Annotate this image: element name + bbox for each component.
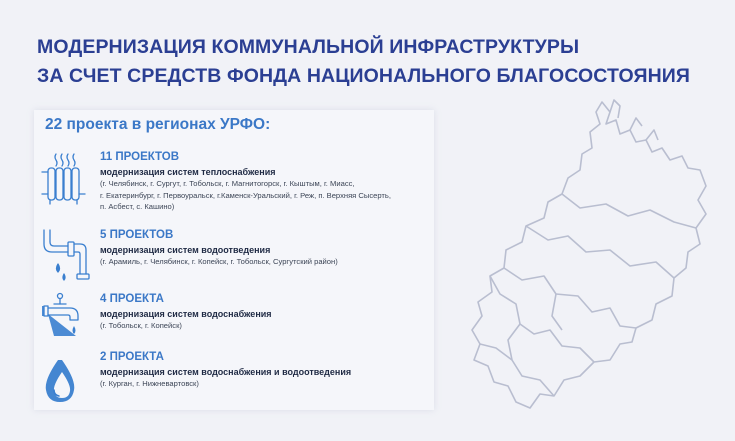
urfo-map (460, 90, 725, 435)
water-drop-icon (36, 350, 96, 410)
map-region-border (526, 226, 674, 278)
page-title (37, 33, 690, 91)
project-count: 11 ПРОЕКТОВ (100, 151, 180, 163)
projects-subtitle: 22 проекта в регионах УРФО: (45, 116, 271, 133)
pipes-icon (36, 228, 96, 288)
map-region-border (490, 276, 594, 362)
project-description: модернизация систем водоотведения (100, 245, 271, 255)
project-description: модернизация систем теплоснабжения (100, 167, 276, 177)
project-count: 2 ПРОЕКТА (100, 351, 164, 363)
map-region-border (480, 344, 554, 396)
page-title-line-1: МОДЕРНИЗАЦИЯ КОММУНАЛЬНОЙ ИНФРАСТРУКТУРЫ (37, 36, 580, 58)
page-title-line-2: ЗА СЧЕТ СРЕДСТВ ФОНДА НАЦИОНАЛЬНОГО БЛАГОСОСТОЯНИЯ (37, 65, 691, 87)
map-region-border (508, 324, 520, 360)
project-description: модернизация систем водоснабжения (100, 309, 272, 319)
map-outline (472, 102, 706, 408)
map-region-border (504, 268, 636, 328)
project-count: 5 ПРОЕКТОВ (100, 229, 174, 241)
project-cities: (г. Челябинск, г. Сургут, г. Тобольск, г. Магнитогорск, г. Кыштым, г. Миасс, г. Екатеринбург, г. Первоуральск, г.Каменск-Уральский, г. Реж, п. Верхняя Сысерть, п. Асбест, с. Кашино) (100, 179, 391, 211)
radiator-icon (36, 150, 96, 210)
project-description: модернизация систем водоснабжения и водоотведения (100, 367, 352, 377)
map-region-border (562, 194, 696, 228)
map-region-border (552, 294, 562, 330)
project-count: 4 ПРОЕКТА (100, 293, 164, 305)
project-cities: (г. Арамиль, г. Челябинск, г. Копейск, г. Тобольск, Сургутский район) (100, 257, 338, 266)
project-cities: (г. Курган, г. Нижневартовск) (100, 379, 199, 388)
faucet-icon (36, 292, 96, 352)
project-cities: (г. Тобольск, г. Копейск) (100, 321, 182, 330)
